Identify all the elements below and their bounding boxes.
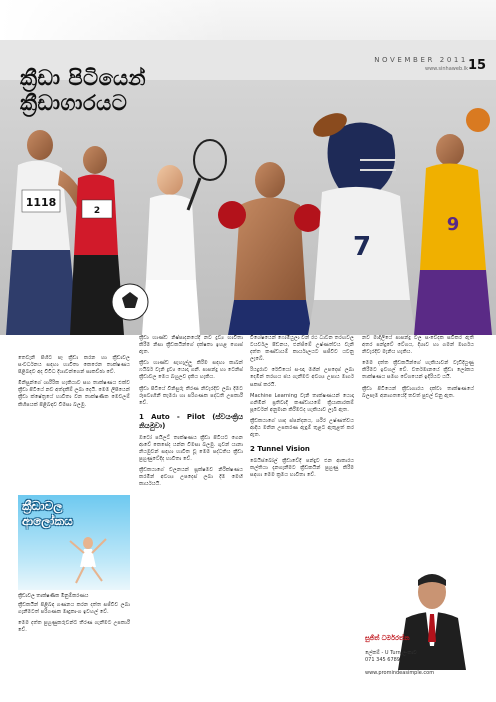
paragraph: ක්‍රීඩා පිටියෙන් ක්‍රීඩාගාරය දක්වා තාක්ෂණයේ බලපෑම අනාගතයේදී තවත් පුළුල් වනු ඇත. <box>362 385 474 399</box>
author-website: www.promindeasimple.com <box>365 670 435 676</box>
author-role-text: ලේකම් - U Turn ලංකාව <box>365 650 417 656</box>
paragraph: ක්‍රීඩකයාගේ චලනයන් සූක්ෂමව නිරීක්ෂණය කරමින් අවශ්‍ය උපදෙස් ලබා දීම මෙහි කාර්යයයි. <box>139 467 243 488</box>
paragraph: රියදුරාට රේඩියෝ සංඥා මගින් උපදෙස් ලබා දෙමින් තරඟය ජය ගැනීමට අවශ්‍ය උපාය මාර්ග සකස් කරයි. <box>250 367 354 388</box>
paragraph: ක්‍රීඩකයින් පිළිබඳ ගණනය කරන දත්ත සජීවීව ලබා ගැනීමටත් පරිගණක මෘදුකාංග ඉවහල් වේ. <box>18 602 130 616</box>
paragraph: විශේෂයෙන් ෆෝමියුලා වන් රථ ධාවන තරඟවල ටයර්වල පීඩනය, එන්ජිමේ උෂ්ණත්වය වැනි දත්ත කණ්ඩායම් කාර්යාලයට සජීවීව යවනු ලැබේ. <box>250 335 354 363</box>
page-title-line-2: ක්‍රීඩාගාරයට <box>20 91 128 115</box>
paragraph: ක්‍රීඩකයාගේ හෘද ස්පන්දනය, ශරීර උෂ්ණත්වය ආදිය මනින උපකරණ ඇඳුම් තුළට ඇතුළත් කර ඇත. <box>250 417 354 439</box>
paragraph: Machine Learning වැනි තාක්ෂණයන් යොදා ගනිමින් ප්‍රතිවාදී කණ්ඩායමේ ක්‍රියාකාරකම් පූර්වෙන් අනුමාන කිරීමටද හැකියාව ලැබී ඇත. <box>250 392 354 413</box>
site-url: www.sinhaweb.lk <box>424 66 468 72</box>
author-phone: 071 345 6789 <box>365 656 400 663</box>
inset-title-line-1: ක්‍රීඩාවල <box>22 499 63 513</box>
column-1 <box>18 355 130 413</box>
paragraph: ක්‍රීඩා භාණ්ඩ සැහැල්ලු කිරීම සඳහා කාබන් ෆයිබර් වැනි ද්‍රව්‍ය යොදා ගනී. පාපන්දු හා ටෙනිස් ක්‍රීඩාවල මෙය බහුලව දැකිය හැකිය. <box>139 360 243 381</box>
column-3 <box>250 335 354 484</box>
paragraph: නව මාදිලියේ පාපන්දු වල සංවේදක සවිකර ඇති අතර පන්දුවේ වේගය, දිශාව හා ගමන් මාර්ගය නිවැරදිව මැනිය හැකිය. <box>362 335 474 356</box>
svg-text:2: 2 <box>93 206 101 216</box>
paragraph: ඔටෝ පයිලට් තාක්ෂණය ක්‍රීඩා පිටියට ගෙන ආවේ කෙසේද යන්න විමසා බලමු. ගුවන් යානා නියමුවන් සඳහා භාවිත වූ මෙම පද්ධතිය ක්‍රීඩා පුහුණුවේදීද භාවිතා වේ. <box>139 434 243 463</box>
paragraph: තෙවැනි පිහිට පෑ ක්‍රීඩා කරන හා ක්‍රීඩාවල සංවර්ධනය සඳහා භාවිතා කෙරෙන තාක්ෂණය පිළිබඳව අද විවිධ දිශාවන්ගෙන් සාකච්ඡා වේ. <box>18 355 130 376</box>
paragraph: මෙම දත්ත ක්‍රීඩකයින්ගේ හැකියාවන් වැඩිදියුණු කිරීමට ඉවහල් වේ. වර්තමානයේ ක්‍රීඩා ලෝකය තාක්ෂණය සමඟ වේගයෙන් ඉදිරියට යයි. <box>362 360 474 381</box>
column-1-continued <box>18 602 130 638</box>
subheading-tunnel-vision: 2 Tunnel Vision <box>250 445 310 454</box>
column-2 <box>139 335 243 493</box>
page-title-line-1: ක්‍රීඩා පිටියෙන් <box>20 66 147 90</box>
author-role <box>365 650 417 663</box>
paragraph: බෙයිස්බෝල් ක්‍රීඩාවේදී පන්දුව එන ආකාරය කල්තියා දැනගැනීමට ක්‍රීඩකයින් පුහුණු කිරීම සඳහා මෙම ක්‍රමය භාවිතා වේ. <box>250 458 354 479</box>
paragraph: ක්‍රීඩා භාණ්ඩ නිෂ්පාදනයේදී නව ද්‍රව්‍ය භාවිතා කිරීම නිසා ක්‍රීඩකයින්ගේ දක්ෂතා ඉහළ ගොස් ඇත. <box>139 335 243 356</box>
paragraph: මෙම දත්ත පුහුණුකරුවන්ට තීරණ ගැනීමට උපකාරී වේ. <box>18 620 130 634</box>
column-4 <box>362 335 474 404</box>
subheading-auto-pilot: 1 Auto - Pilot (ස්වයංක්‍රිය නියමුවා) <box>139 412 243 430</box>
inset-title-line-2: ආලෝකය <box>22 514 73 528</box>
paragraph: ක්‍රීඩා පිටියේ විනිසුරු තීරණ නිවැරදිව ලබා දීමට රූපවාහිනී කැමරා හා පරිගණක පද්ධති උපකාරී වේ. <box>139 385 243 406</box>
paragraph: මිනිසුන්ගේ ශාරීරික හැකියාව සහ තාක්ෂණය එක්ව ක්‍රීඩා පිටියේ නව අත්දැකීම් ලබා දෙයි. මෙම ලිපියෙන් ක්‍රීඩා ක්ෂේත්‍රයේ භාවිතා වන තාක්ෂණික මෙවලම් කිහිපයක් පිළිබඳව විමසා බලමු. <box>18 380 130 408</box>
issue-date: NOVEMBER 2011 <box>374 56 468 64</box>
svg-text:7: 7 <box>352 232 372 262</box>
inset-caption: ක්‍රීඩාවල තාක්ෂණික මිනුම්කරණය <box>18 593 89 599</box>
svg-text:1118: 1118 <box>25 196 57 209</box>
soccer-ball-icon <box>112 284 148 320</box>
page-number: 15 <box>467 58 487 73</box>
jumper-illustration <box>18 495 130 590</box>
author-name: සුජිත් ධර්මරත්න <box>365 634 410 642</box>
svg-text:9: 9 <box>446 214 460 235</box>
inset-image <box>18 495 130 590</box>
